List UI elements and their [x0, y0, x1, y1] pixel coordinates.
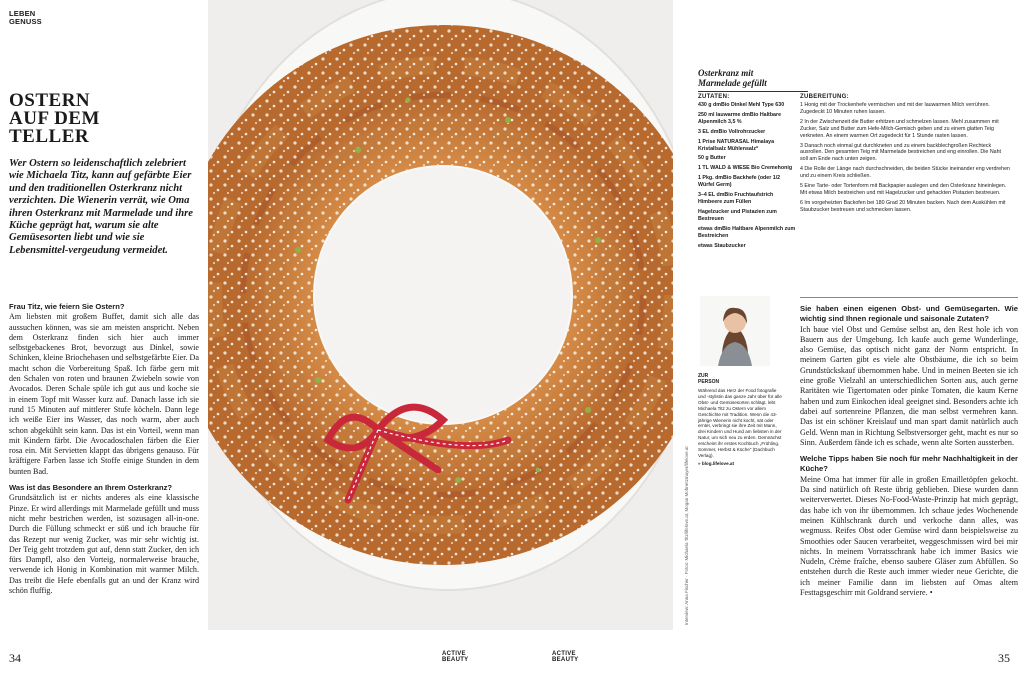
preparation-steps: [800, 102, 1010, 217]
interview-answer: Am liebsten mit großem Buffet, damit sich alle das aussuchen können, was sie am meisten anspricht. Neben dem Osterkranz finden sich hier auch immer selbstgebackenes Brot, bevorzugt aus Dinkel, sowie Schinken, kleine Briochehasen und selbstgefärbte Eier. Da macht schon die Vorbereitung Spaß. Ich färbe gern mit den Schalen von roten und braunen Zwiebeln sowie von Avocados. Deren Schale spüle ich gut aus und koche sie in einem Topf mit Wasser kurz auf. Danach lasse ich sie rund 15 Minuten auf mittlerer Stufe köcheln. Dann lege ich weiße Eier ins Wasser, das noch warm, aber auch schon abgekühlt sein kann. Das ist ein Vorteil, wenn man mit Kindern färbt. Die Avocadoschalen färben die Eier rosa ein. Mit Servietten klappt das übrigens genauso. Für kräftigere Farben lasse ich Stoffe einige Stunden in dem bunten Bad.: [9, 312, 199, 476]
step: 4 Die Rolle der Länge nach durchschneiden, die beiden Stücke ineinander eng verdrehen und zu einem Kreis schließen.: [800, 166, 1010, 180]
ingredient: etwas dmBio Haltbare Alpenmilch zum Bestreichen: [698, 225, 796, 239]
ingredient: 250 ml lauwarme dmBio Haltbare Alpenmilch 3,5 %: [698, 111, 782, 125]
recipe-title: Osterkranz mit Marmelade gefüllt: [698, 68, 808, 92]
step: 2 In der Zwischenzeit die Butter erhitzen und schmelzen lassen. Mehl zusammen mit Zucker, Salz und Butter zum Hefe-Milch-Gemisch geben und zu einem glatten Teig verkneten. An einem warmen Ort zugedeckt für 1 Stunde rasten lassen.: [800, 118, 999, 139]
interview-question: Sie haben einen eigenen Obst- und Gemüsegarten. Wie wichtig sind Ihnen regionale und saisonale Zutaten?: [800, 304, 1018, 324]
person-label: ZUR PERSON: [698, 373, 720, 385]
section-tag: LEBEN GENUSS: [9, 9, 42, 26]
blog-link[interactable]: » blog.lifelove.at: [698, 460, 734, 466]
interview-question: Welche Tipps haben Sie noch für mehr Nachhaltigkeit in der Küche?: [800, 454, 1018, 474]
step: 5 Eine Tarte- oder Tortenform mit Backpapier auslegen und den Osterkranz hineinlegen. Mit etwas Milch bestreichen und mit Hagelzucker und gehackten Pistazien bestreuen.: [800, 183, 1007, 196]
ingredient: Hagelzucker und Pistazien zum Bestreuen: [698, 208, 777, 222]
right-page: [512, 0, 1024, 690]
ingredient: 3–4 EL dmBio Fruchtaufstrich Himbeere zum Füllen: [698, 192, 774, 205]
ingredient: 50 g Butter: [698, 155, 726, 162]
left-article: [9, 302, 199, 596]
page-number-right: 35: [998, 651, 1010, 665]
interview-question: Was ist das Besondere an Ihrem Osterkranz?: [9, 483, 173, 493]
ingredient: etwas Staubzucker: [698, 242, 746, 249]
ingredients-heading: ZUTATEN:: [698, 94, 730, 100]
section-divider: [800, 297, 1018, 298]
ingredient: 3 EL dmBio Vollrohrzucker: [698, 128, 766, 135]
title-underline: [698, 91, 808, 92]
headline: OSTERN AUF DEM TELLER: [9, 90, 100, 147]
ingredient: 430 g dmBio Dinkel Mehl Type 630: [698, 102, 785, 108]
interview-answer: Grundsätzlich ist er nichts anderes als eine klassische Pinze. Er wird allerdings mit Marmelade gefüllt und muss nicht mehr bestrichen werden, ist sozusagen all-in-one. Durch die Füllung schmeckt er süß und ich brauche für das Rezept nur wenig Zucker, was mir sehr wichtig ist. Der Teig geht trotzdem gut auf, denn statt Zucker, den ich fürs Dampfl, also den Vorteig, normalerweise brauche, verwende ich Honig in Kombination mit warmer Milch. Das treibt die Hefe ebenfalls gut an und der Kranz wird schön fluffig.: [9, 493, 199, 596]
footer-logo-left: ACTIVE BEAUTY: [442, 651, 469, 663]
photo-credit: Interview: Anna Fischer · Fotos: Michaela Titz/lifelove.at, Mogan Mohnetzmayer/lifelove.at: [684, 446, 689, 625]
portrait-illustration: [700, 296, 770, 366]
ingredient: 1 TL WALD & WIESE Bio Cremehonig: [698, 165, 793, 172]
steps-heading: ZUBEREITUNG:: [800, 94, 849, 100]
interview-answer: Meine Oma hat immer für alle in großen Emailletöpfen gekocht. Da sind natürlich oft Reste übrig geblieben. Diese wurden dann weiterverwertet. Dieses No-Food-Waste-Prinzip hat mich geprägt, das habe ich von ihr übernommen. Ich schaue jedes Wochenende meinen Kühlschrank durch und verkoche dann alles, was wegmuss. Reifes Obst oder Gemüse wird dann beispielsweise zu Smoothies oder Saucen verarbeitet, weggeschmissen wird bei mir nichts. In meinem Vorratsschrank habe ich immer Basics wie Nudeln, Crème fraîche, ebenso saubere Gläser zum Abfüllen. So entstehen durch die Reste auch immer wieder neue Gerichte, die ich meiner Familie dann im liebsten auf Omas altem Festtagsgeschirr mit Goldrand serviere. •: [800, 474, 1018, 598]
step: 1 Honig mit der Trockenhefe vermischen und mit der lauwarmen Milch verrühren. Zugedeckt 10 Minuten ruhen lassen.: [800, 102, 990, 115]
right-article: [800, 304, 1018, 598]
step: 3 Danach noch einmal gut durchkneten und zu einem backblechgroßen Rechteck ausrollen. Den gesamten Teig mit Marmelade bestreichen und eng einrollen. Die Naht soll am Ende nach unten zeigen.: [800, 142, 1002, 163]
lead-paragraph: Wer Ostern so leidenschaftlich zelebriert wie Michaela Titz, kann auf gefärbte Eier und den traditionellen Osterkranz nicht verzichten. Die Wienerin verrät, wie Oma ihren Osterkranz mit Marmelade und ihre Küche geprägt hat, warum sie alte Gemüsesorten liebt und wie sie Lebensmittel-vergeudung vermeidet.: [9, 158, 193, 256]
page-number-left: 34: [9, 651, 21, 665]
person-portrait: [700, 296, 770, 366]
interview-question: Frau Titz, wie feiern Sie Ostern?: [9, 302, 125, 311]
step: 6 Im vorgeheizten Backofen bei 180 Grad 20 Minuten backen. Nach dem Auskühlen mit Staubzucker bestreuen und schmecken lassen.: [800, 199, 1006, 213]
ingredient: 1 Pkg. dmBio Backhefe (oder 1/2 Würfel Germ): [698, 175, 781, 189]
footer-logo-right: ACTIVE BEAUTY: [552, 651, 579, 663]
ingredient: 1 Prise NATURASAL Himalaya Kristallsalz Mühlensalz*: [698, 138, 775, 152]
interview-answer: Ich baue viel Obst und Gemüse selbst an, den Rest hole ich von Bauern aus der Umgebung. Ich kaufe auch gerne Wunderlinge, also Gemüse, das optisch nicht ganz der Norm entspricht. In meinem Garten gibt es viele alte Obstbäume, die ich so beim Grundstückskauf übernommen habe. Und in meinen Beeten sie ich eine große Vielzahl an unterschiedlichen Sorten aus, auch gerne Raritäten wie Tigertomaten oder pinke Tomaten, die kaum Kerne haben und zum Einkochen ideal geeignet sind. Besonders achte ich dabei auf sortenreine Pflanzen, die man selbst vermehren kann. Das ist ein schöner Kreislauf und man spart damit natürlich auch Geld. Wenn man in Richtung Selbstversorger geht, macht es nur so Sinn. Außerdem fände ich es schade, wenn alte Sorten aussterben.: [800, 324, 1018, 447]
person-bio: Während das Herz der Food fotografie und -stylistin das ganze Jahr über für alle Obst- und Gemüsesorten schlägt, lebt Michaela Titz zu Ostern vor allem Geschichte mit Tradition. Wenn die 43-jährige Wienerin nicht kocht, sät oder erntet, verbringt sie ihre Zeit mit Mann, drei Kindern und Hund am liebsten in der Natur, um sich neu zu erden. Demnächst erscheint ihr erstes Kochbuch „Frühling, Sommer, Herbst & Küche“ (Dachbuch Verlag). » blog.lifelove.at: [698, 388, 784, 467]
ingredients-list: [698, 102, 798, 252]
